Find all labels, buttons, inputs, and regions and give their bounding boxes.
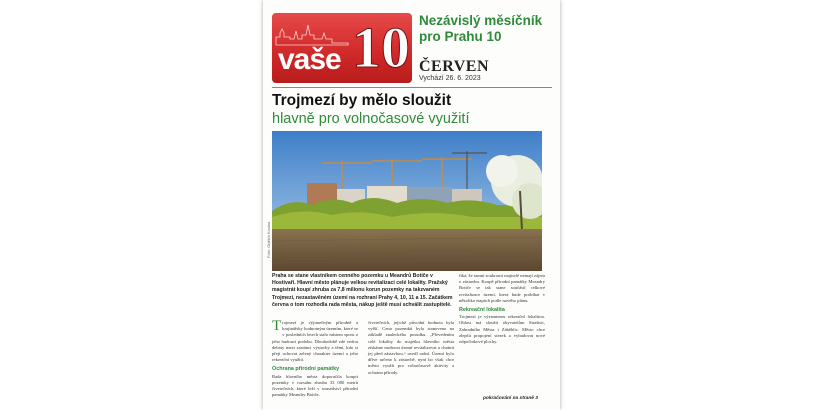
section-heading-protection: Ochrana přírodní památky (272, 366, 340, 373)
issue-month: ČERVEN (419, 58, 489, 75)
column-2-text: čtverečních, jejichž původní hodnota byla vyšší. Cena pozemků byla stanovena na základě znaleckého posudku. „Převedením celé lokality do majetku hlavního města získáme možnost území revitalizovat a chránit jej před zástavbou,“ uvedl radní. Území bylo dříve určeno k zástavbě, nyní ho však chce město využít pro volnočasové aktivity a ochranu přírody. (368, 320, 454, 375)
newspaper-front-page (263, 0, 560, 410)
masthead-tagline: Nezávislý měsíčník pro Prahu 10 (419, 13, 543, 44)
logo-number: 10 (352, 15, 410, 80)
article-column-3 (459, 273, 545, 345)
article-headline: Trojmezí by mělo sloužit (272, 92, 452, 109)
photo-credit: Foto: Oldřich Kosina (266, 221, 271, 258)
continued-link[interactable]: pokračování na straně 3 (483, 396, 538, 401)
article-column-2 (368, 320, 454, 376)
section-heading-recreation: Rekreační lokalita (459, 307, 505, 314)
drop-cap: T (272, 318, 282, 334)
logo-word: vaše (278, 43, 341, 76)
issue-date: Vychází 26. 6. 2023 (419, 75, 481, 82)
article-column-1 (272, 320, 358, 398)
article-subhead: hlavně pro volnočasové využití (272, 111, 470, 127)
landscape-photo-illustration (272, 131, 542, 271)
article-photo (272, 131, 542, 271)
column-3-text-2: Trojmezí je významnou rekreační lokalitou. Oblast má sloužit obyvatelům Strašnic, Zahradního Města i Záběhlic. Město chce zlepšit propojení stezek a vybudovat nové odpočinkové plochy. (459, 314, 545, 345)
masthead-logo (272, 13, 412, 83)
masthead-divider (272, 87, 552, 88)
column-1-text: rojmezí je výjimečným přírodně a krajinářsky hodnotným územím, které se v posledních letech stalo místem sporu o jeho budoucí podobu. Dlouhodobě zde vedou debaty mezi zastánci výstavby a těmi, kdo si přejí uchovat zelený charakter území a jeho rekreační využití. (272, 320, 358, 363)
article-lead: Praha se stane vlastníkem cenného pozemku u Meandrů Botiče v Hostivaři. Hlavní město plánuje velkou revitalizaci celé lokality. Pražský magistrát koupí zhruba za 7,8 milionu korun pozemky na takzvaném Trojmezí, nezastavěném území na rozhraní Prahy 4, 10, 11 a 15. Začátkem června o tom rozhodla rada města, nákup ještě musí schválit zastupitelé. (272, 273, 453, 308)
column-1-text-2: Rada hlavního města doporučila koupit pozemky v rozsahu zhruba 33 000 metrů čtverečních, které leží v sousedství přírodní památky Meandry Botiče. (272, 373, 358, 398)
column-3-text: říká, že tamní soukromí majitelé nemají zájem o zástavbu. Koupě přírodní památky Meandry Botiče se tak stane součástí celkové revitalizace území, která bude probíhat v několika etapách podle nového plánu. (459, 273, 545, 303)
